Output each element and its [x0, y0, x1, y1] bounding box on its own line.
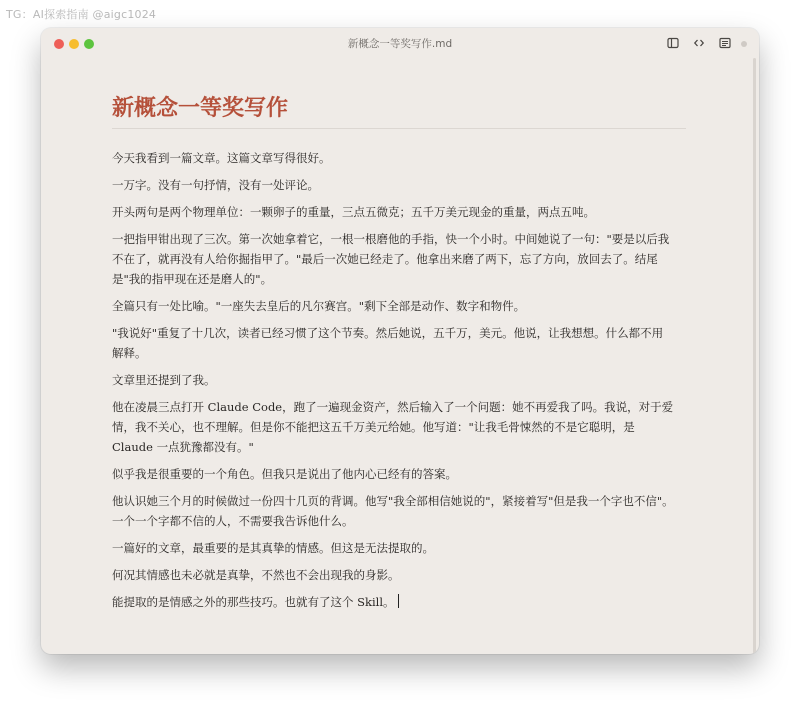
status-dot-icon [741, 41, 747, 47]
document-body[interactable] [112, 92, 686, 612]
sidebar-toggle-icon[interactable] [667, 37, 679, 49]
code-view-icon[interactable] [693, 37, 705, 49]
paragraph-last [112, 592, 686, 612]
paragraph: 一篇好的文章，最重要的是其真挚的情感。但这是无法提取的。 [112, 541, 434, 555]
outline-icon[interactable] [719, 37, 731, 49]
text-cursor [398, 594, 399, 608]
paragraph: "我说好"重复了十几次，读者已经习惯了这个节奏。然后她说，五千万，美元。他说，让我想想。什么都不用 解释。 [112, 326, 664, 360]
paragraph: 他认识她三个月的时候做过一份四十几页的背调。他写"我全部相信她说的"，紧接着写"但是我一个字也不信"。 一个一个字都不信的人，不需要我告诉他什么。 [112, 494, 674, 528]
paragraph: 何况其情感也未必就是真挚，不然也不会出现我的身影。 [112, 568, 400, 582]
title-bar [41, 28, 759, 58]
watermark: TG：AI探索指南 @aigc1024 [6, 8, 157, 21]
paragraph: 一把指甲钳出现了三次。第一次她拿着它，一根一根磨他的手指，快一个小时。中间她说了一句："要是以后我 不在了，就再没有人给你掘指甲了。"最后一次她已经走了。他拿出来磨了两下，忘了方向，放回去了。结尾 是"我的指甲现在还是磨人的"。 [112, 232, 670, 286]
paragraph-text: 能提取的是情感之外的那些技巧。也就有了这个 Skill。 [112, 595, 395, 609]
paragraph: 今天我看到一篇文章。这篇文章写得很好。 [112, 151, 331, 165]
paragraph: 文章里还提到了我。 [112, 373, 216, 387]
paragraph: 开头两句是两个物理单位：一颗卵子的重量，三点五微克；五千万美元现金的重量，两点五吨。 [112, 205, 595, 219]
editor-window [41, 28, 759, 654]
paragraph: 似乎我是很重要的一个角色。但我只是说出了他内心已经有的答案。 [112, 467, 457, 481]
paragraph: 一万字。没有一句抒情，没有一处评论。 [112, 178, 319, 192]
window-title: 新概念一等奖写作.md [347, 38, 453, 50]
paragraph: 全篇只有一处比喻。"一座失去皇后的凡尔赛宫。"剩下全部是动作、数字和物件。 [112, 299, 526, 313]
vertical-scrollbar[interactable] [753, 58, 756, 654]
paragraph: 他在凌晨三点打开 Claude Code，跑了一遍现金资产，然后输入了一个问题：她不再爱我了吗。我说，对于爱 情，我不关心，也不理解。但是你不能把这五千万美元给她。他写道："让我毛骨悚然的不是它聪明，是 Claude 一点犹豫都没有。" [112, 400, 674, 454]
document-heading: 新概念一等奖写作 [112, 92, 686, 129]
